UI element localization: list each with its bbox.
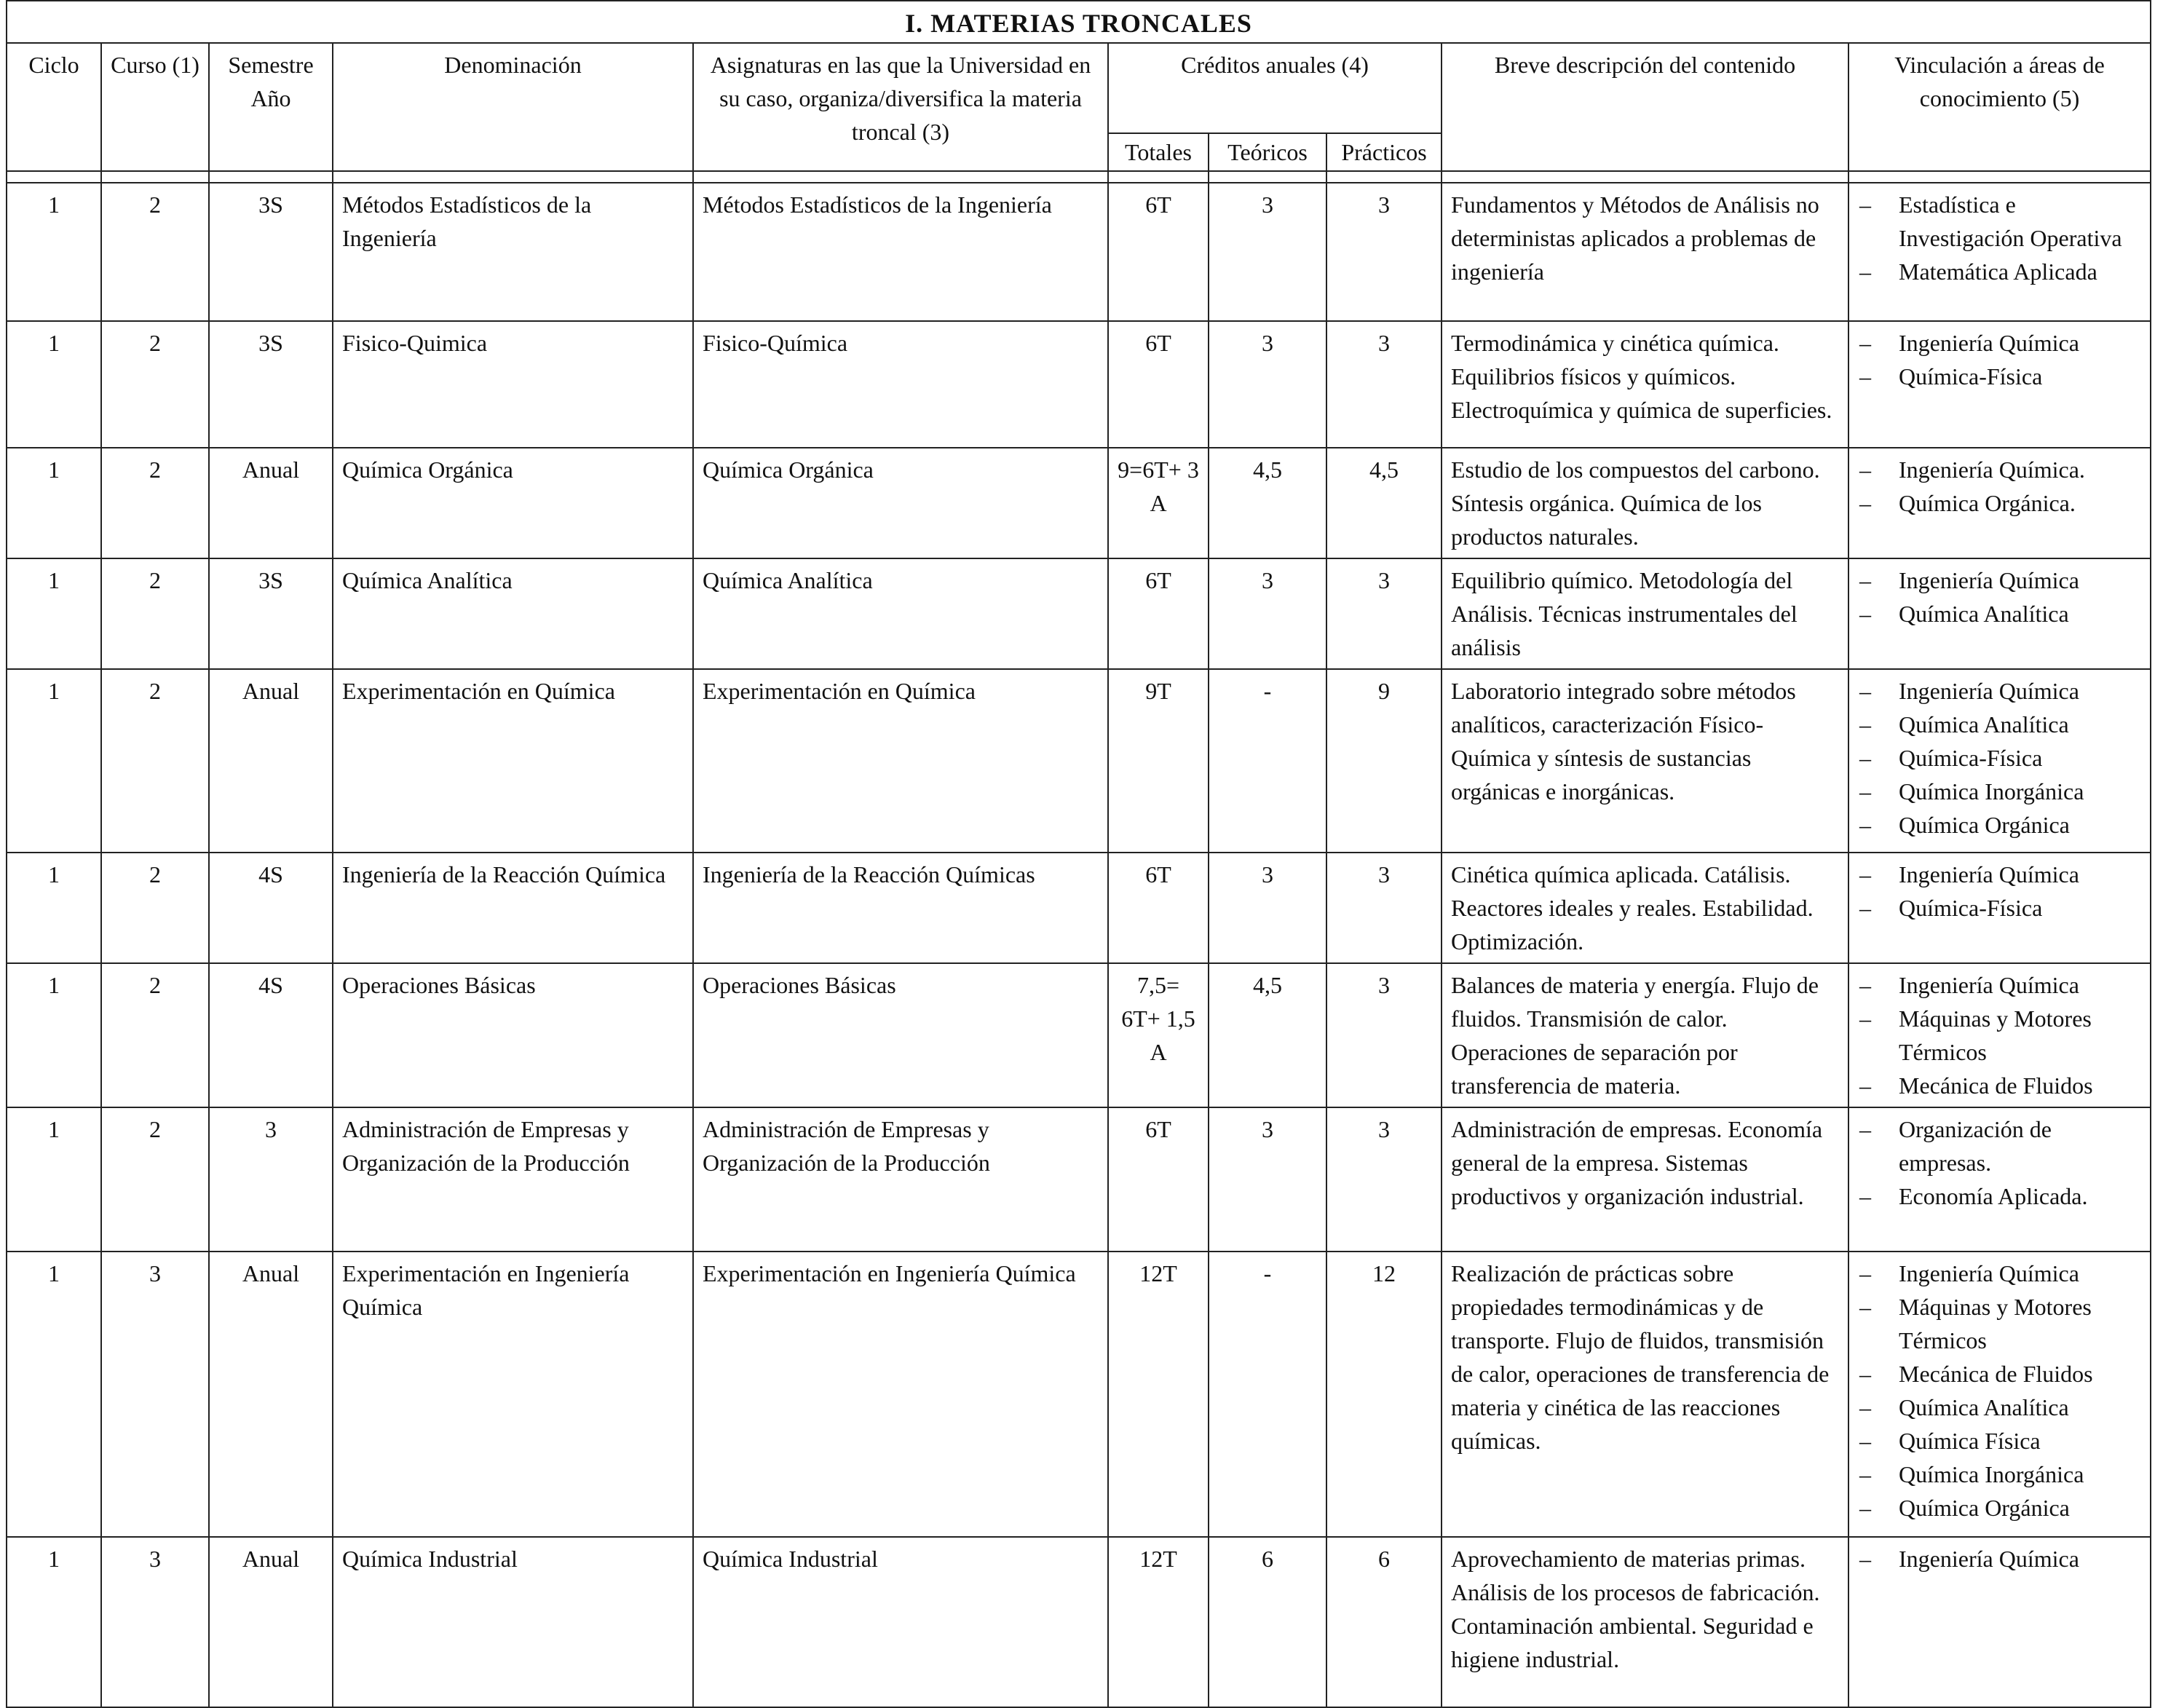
area-label: Mecánica de Fluidos (1899, 1072, 2093, 1099)
area-label: Ingeniería Química (1899, 330, 2079, 356)
area-item (1858, 741, 2141, 775)
cell-totales: 9T (1108, 669, 1209, 853)
cell-asignatura: Experimentación en Química (693, 669, 1108, 853)
cell-vinculacion (1848, 853, 2151, 963)
cell-semestre: 3 (209, 1107, 333, 1252)
area-item (1858, 486, 2141, 520)
cell-semestre: Anual (209, 448, 333, 558)
cell-totales: 12T (1108, 1252, 1209, 1537)
cell-practicos: 3 (1326, 558, 1442, 669)
cell-totales: 6T (1108, 183, 1209, 321)
dash-bullet: – (1859, 812, 1871, 838)
header-teoricos: Teóricos (1209, 133, 1326, 171)
cell-teoricos: 3 (1209, 183, 1326, 321)
cell-semestre: 4S (209, 853, 333, 963)
area-label: Química Orgánica. (1899, 490, 2076, 516)
dash-bullet: – (1859, 1294, 1871, 1320)
header-curso: Curso (1) (101, 43, 209, 171)
area-item (1858, 708, 2141, 741)
cell-descripcion: Administración de empresas. Economía general de la empresa. Sistemas productivos y organización industrial. (1442, 1107, 1848, 1252)
cell-descripcion: Laboratorio integrado sobre métodos analíticos, caracterización Físico-Química y síntesis de sustancias orgánicas e inorgánicas. (1442, 669, 1848, 853)
area-label: Ingeniería Química. (1899, 456, 2085, 483)
areas-list (1858, 1542, 2141, 1575)
cell-descripcion: Realización de prácticas sobre propiedades termodinámicas y de transporte. Flujo de fluidos, transmisión de calor, operaciones de transferencia de materia y cinética de las reacciones químicas. (1442, 1252, 1848, 1537)
cell-curso: 2 (101, 321, 209, 448)
cell-ciclo: 1 (7, 853, 101, 963)
area-item (1858, 453, 2141, 486)
document-sheet (6, 0, 2150, 1708)
cell-curso: 2 (101, 448, 209, 558)
dash-bullet: – (1859, 778, 1871, 804)
cell-teoricos: 3 (1209, 321, 1326, 448)
area-label: Química Inorgánica (1899, 1461, 2084, 1487)
table-row (7, 183, 2151, 321)
cell-curso: 2 (101, 853, 209, 963)
area-item (1858, 1458, 2141, 1491)
dash-bullet: – (1859, 1428, 1871, 1454)
table-row (7, 448, 2151, 558)
cell-asignatura: Química Industrial (693, 1537, 1108, 1707)
table-row (7, 321, 2151, 448)
cell-denominacion: Química Analítica (333, 558, 693, 669)
dash-bullet: – (1859, 1260, 1871, 1286)
cell-totales: 9=6T+ 3 A (1108, 448, 1209, 558)
area-item (1858, 360, 2141, 393)
cell-totales: 6T (1108, 321, 1209, 448)
cell-totales: 6T (1108, 1107, 1209, 1252)
cell-curso: 2 (101, 1107, 209, 1252)
cell-teoricos: 3 (1209, 853, 1326, 963)
area-label: Química-Física (1899, 745, 2043, 771)
area-label: Ingeniería Química (1899, 678, 2079, 704)
area-label: Ingeniería Química (1899, 972, 2079, 998)
cell-asignatura: Administración de Empresas y Organización de la Producción (693, 1107, 1108, 1252)
area-item (1858, 808, 2141, 842)
area-label: Química Analítica (1899, 601, 2069, 627)
cell-totales: 6T (1108, 558, 1209, 669)
area-item (1858, 858, 2141, 891)
cell-teoricos: 6 (1209, 1537, 1326, 1707)
cell-denominacion: Química Industrial (333, 1537, 693, 1707)
header-semestre: Semestre Año (209, 43, 333, 171)
dash-bullet: – (1859, 1005, 1871, 1032)
cell-asignatura: Operaciones Básicas (693, 963, 1108, 1107)
area-item (1858, 1542, 2141, 1575)
cell-asignatura: Química Analítica (693, 558, 1108, 669)
dash-bullet: – (1859, 258, 1871, 285)
area-item (1858, 775, 2141, 808)
cell-teoricos: 3 (1209, 558, 1326, 669)
dash-bullet: – (1859, 1116, 1871, 1142)
area-label: Química Orgánica (1899, 1495, 2070, 1521)
cell-descripcion: Equilibrio químico. Metodología del Análisis. Técnicas instrumentales del análisis (1442, 558, 1848, 669)
cell-curso: 2 (101, 558, 209, 669)
cell-denominacion: Ingeniería de la Reacción Química (333, 853, 693, 963)
cell-vinculacion (1848, 669, 2151, 853)
cell-curso: 2 (101, 183, 209, 321)
table-row (7, 558, 2151, 669)
cell-ciclo: 1 (7, 321, 101, 448)
cell-practicos: 3 (1326, 183, 1442, 321)
cell-curso: 3 (101, 1537, 209, 1707)
cell-totales: 6T (1108, 853, 1209, 963)
cell-semestre: 3S (209, 183, 333, 321)
areas-list (1858, 564, 2141, 630)
cell-semestre: 4S (209, 963, 333, 1107)
cell-denominacion: Experimentación en Química (333, 669, 693, 853)
cell-denominacion: Química Orgánica (333, 448, 693, 558)
area-label: Química Física (1899, 1428, 2041, 1454)
dash-bullet: – (1859, 1461, 1871, 1487)
cell-descripcion: Fundamentos y Métodos de Análisis no deterministas aplicados a problemas de ingeniería (1442, 183, 1848, 321)
cell-vinculacion (1848, 1252, 2151, 1537)
area-label: Máquinas y Motores Térmicos (1899, 1294, 2092, 1353)
table-row (7, 669, 2151, 853)
dash-bullet: – (1859, 330, 1871, 356)
area-item (1858, 1391, 2141, 1424)
cell-practicos: 3 (1326, 963, 1442, 1107)
areas-list (1858, 326, 2141, 393)
area-item (1858, 326, 2141, 360)
area-label: Ingeniería Química (1899, 861, 2079, 887)
cell-semestre: Anual (209, 1252, 333, 1537)
areas-list (1858, 968, 2141, 1102)
dash-bullet: – (1859, 1361, 1871, 1387)
area-label: Ingeniería Química (1899, 1546, 2079, 1572)
cell-semestre: 3S (209, 321, 333, 448)
area-label: Química-Física (1899, 895, 2043, 921)
cell-denominacion: Experimentación en Ingeniería Química (333, 1252, 693, 1537)
cell-teoricos: 3 (1209, 1107, 1326, 1252)
cell-curso: 3 (101, 1252, 209, 1537)
area-label: Estadística e Investigación Operativa (1899, 191, 2122, 251)
header-creditos: Créditos anuales (4) (1108, 43, 1442, 133)
dash-bullet: – (1859, 567, 1871, 593)
cell-practicos: 3 (1326, 1107, 1442, 1252)
dash-bullet: – (1859, 1183, 1871, 1209)
cell-denominacion: Fisico-Quimica (333, 321, 693, 448)
dash-bullet: – (1859, 456, 1871, 483)
cell-descripcion: Balances de materia y energía. Flujo de fluidos. Transmisión de calor. Operaciones de separación por transferencia de materia. (1442, 963, 1848, 1107)
table-row (7, 853, 2151, 963)
cell-practicos: 3 (1326, 321, 1442, 448)
header-descripcion: Breve descripción del contenido (1442, 43, 1848, 171)
table-row (7, 1537, 2151, 1707)
header-vinculacion: Vinculación a áreas de conocimiento (5) (1848, 43, 2151, 171)
header-denominacion: Denominación (333, 43, 693, 171)
cell-vinculacion (1848, 1107, 2151, 1252)
area-label: Química Analítica (1899, 1394, 2069, 1420)
area-item (1858, 1357, 2141, 1391)
cell-teoricos: 4,5 (1209, 963, 1326, 1107)
header-asignaturas: Asignaturas en las que la Universidad en su caso, organiza/diversifica la materia troncal (3) (693, 43, 1108, 171)
dash-bullet: – (1859, 861, 1871, 887)
cell-descripcion: Termodinámica y cinética química. Equilibrios físicos y químicos. Electroquímica y química de superficies. (1442, 321, 1848, 448)
cell-denominacion: Métodos Estadísticos de la Ingeniería (333, 183, 693, 321)
cell-teoricos: - (1209, 669, 1326, 853)
cell-practicos: 6 (1326, 1537, 1442, 1707)
dash-bullet: – (1859, 191, 1871, 218)
cell-vinculacion (1848, 1537, 2151, 1707)
dash-bullet: – (1859, 745, 1871, 771)
cell-ciclo: 1 (7, 963, 101, 1107)
cell-practicos: 9 (1326, 669, 1442, 853)
materias-troncales-table (6, 0, 2151, 1708)
area-label: Química Inorgánica (1899, 778, 2084, 804)
table-row (7, 1107, 2151, 1252)
cell-vinculacion (1848, 558, 2151, 669)
cell-semestre: Anual (209, 669, 333, 853)
cell-practicos: 4,5 (1326, 448, 1442, 558)
cell-asignatura: Química Orgánica (693, 448, 1108, 558)
area-item (1858, 1424, 2141, 1458)
dash-bullet: – (1859, 1546, 1871, 1572)
dash-bullet: – (1859, 711, 1871, 738)
cell-denominacion: Operaciones Básicas (333, 963, 693, 1107)
dash-bullet: – (1859, 490, 1871, 516)
cell-totales: 12T (1108, 1537, 1209, 1707)
area-item (1858, 597, 2141, 630)
area-label: Ingeniería Química (1899, 1260, 2079, 1286)
area-item (1858, 564, 2141, 597)
table-body (7, 183, 2151, 1707)
areas-list (1858, 1257, 2141, 1525)
cell-asignatura: Métodos Estadísticos de la Ingeniería (693, 183, 1108, 321)
area-item (1858, 1179, 2141, 1213)
cell-practicos: 3 (1326, 853, 1442, 963)
dash-bullet: – (1859, 895, 1871, 921)
table-row (7, 1252, 2151, 1537)
area-item (1858, 1112, 2141, 1179)
area-item (1858, 188, 2141, 255)
cell-asignatura: Fisico-Química (693, 321, 1108, 448)
cell-semestre: Anual (209, 1537, 333, 1707)
cell-teoricos: 4,5 (1209, 448, 1326, 558)
area-label: Mecánica de Fluidos (1899, 1361, 2093, 1387)
area-label: Química-Física (1899, 363, 2043, 390)
areas-list (1858, 453, 2141, 520)
cell-curso: 2 (101, 669, 209, 853)
cell-vinculacion (1848, 963, 2151, 1107)
cell-vinculacion (1848, 183, 2151, 321)
header-practicos: Prácticos (1326, 133, 1442, 171)
area-item (1858, 674, 2141, 708)
table-title: I. MATERIAS TRONCALES (7, 1, 2151, 43)
dash-bullet: – (1859, 1072, 1871, 1099)
dash-bullet: – (1859, 1495, 1871, 1521)
area-label: Máquinas y Motores Térmicos (1899, 1005, 2092, 1065)
areas-list (1858, 188, 2141, 288)
cell-teoricos: - (1209, 1252, 1326, 1537)
dash-bullet: – (1859, 1394, 1871, 1420)
area-item (1858, 1257, 2141, 1290)
dash-bullet: – (1859, 678, 1871, 704)
header-ciclo: Ciclo (7, 43, 101, 171)
cell-descripcion: Cinética química aplicada. Catálisis. Reactores ideales y reales. Estabilidad. Optimización. (1442, 853, 1848, 963)
cell-curso: 2 (101, 963, 209, 1107)
cell-descripcion: Aprovechamiento de materias primas. Análisis de los procesos de fabricación. Contaminación ambiental. Seguridad e higiene industrial. (1442, 1537, 1848, 1707)
areas-list (1858, 674, 2141, 842)
cell-semestre: 3S (209, 558, 333, 669)
areas-list (1858, 858, 2141, 925)
area-label: Organización de empresas. (1899, 1116, 2052, 1176)
cell-ciclo: 1 (7, 669, 101, 853)
area-item (1858, 891, 2141, 925)
area-label: Química Analítica (1899, 711, 2069, 738)
dash-bullet: – (1859, 601, 1871, 627)
dash-bullet: – (1859, 972, 1871, 998)
area-item (1858, 1290, 2141, 1357)
area-item (1858, 1069, 2141, 1102)
area-label: Economía Aplicada. (1899, 1183, 2088, 1209)
cell-ciclo: 1 (7, 1252, 101, 1537)
cell-vinculacion (1848, 321, 2151, 448)
area-label: Química Orgánica (1899, 812, 2070, 838)
cell-descripcion: Estudio de los compuestos del carbono. Síntesis orgánica. Química de los productos naturales. (1442, 448, 1848, 558)
cell-denominacion: Administración de Empresas y Organización de la Producción (333, 1107, 693, 1252)
areas-list (1858, 1112, 2141, 1213)
cell-ciclo: 1 (7, 558, 101, 669)
table-row (7, 963, 2151, 1107)
cell-asignatura: Ingeniería de la Reacción Químicas (693, 853, 1108, 963)
cell-practicos: 12 (1326, 1252, 1442, 1537)
area-label: Ingeniería Química (1899, 567, 2079, 593)
area-label: Matemática Aplicada (1899, 258, 2097, 285)
cell-ciclo: 1 (7, 1537, 101, 1707)
area-item (1858, 255, 2141, 288)
cell-ciclo: 1 (7, 448, 101, 558)
dash-bullet: – (1859, 363, 1871, 390)
cell-ciclo: 1 (7, 1107, 101, 1252)
cell-totales: 7,5= 6T+ 1,5 A (1108, 963, 1209, 1107)
header-totales: Totales (1108, 133, 1209, 171)
cell-vinculacion (1848, 448, 2151, 558)
cell-ciclo: 1 (7, 183, 101, 321)
cell-asignatura: Experimentación en Ingeniería Química (693, 1252, 1108, 1537)
area-item (1858, 968, 2141, 1002)
area-item (1858, 1491, 2141, 1525)
area-item (1858, 1002, 2141, 1069)
